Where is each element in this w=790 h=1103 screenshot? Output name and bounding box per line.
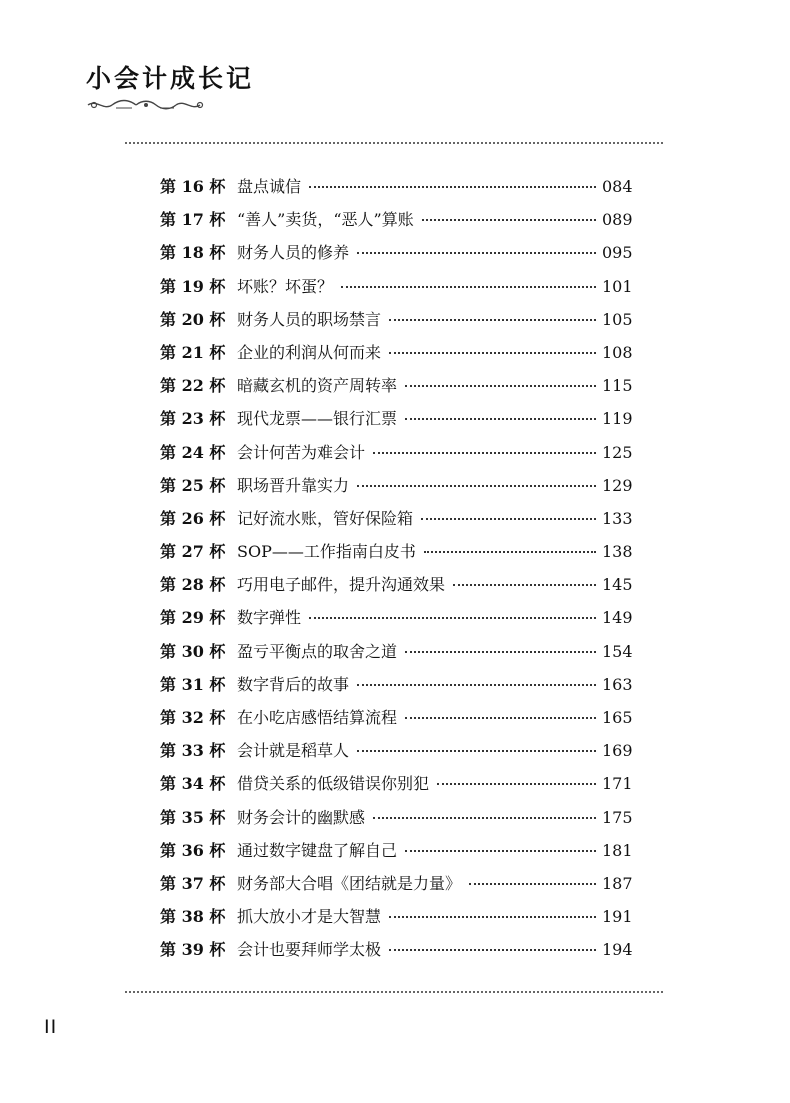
toc-entry — [160, 801, 633, 834]
dot-leader — [389, 319, 596, 321]
page-reference: 169 — [602, 741, 633, 761]
chapter-number: 第 26 杯 — [160, 508, 226, 528]
toc-entry — [160, 867, 633, 900]
toc-entry — [160, 369, 633, 402]
page-reference: 133 — [602, 508, 633, 528]
page-reference: 194 — [602, 940, 633, 960]
dot-leader — [422, 219, 596, 221]
page-reference: 154 — [602, 641, 633, 661]
page-reference: 084 — [602, 177, 633, 196]
chapter-title: 企业的利润从何而来 — [237, 342, 382, 362]
chapter-number: 第 32 杯 — [160, 708, 226, 727]
toc-entry — [160, 900, 633, 933]
chapter-title: 财务部大合唱《团结就是力量》 — [237, 873, 462, 893]
toc-entry — [160, 502, 633, 535]
page-reference: 125 — [602, 442, 633, 462]
chapter-number: 第 21 杯 — [160, 342, 226, 362]
chapter-number: 第 17 杯 — [160, 210, 226, 230]
chapter-title: 巧用电子邮件，提升沟通效果 — [237, 575, 446, 595]
toc-entry — [160, 402, 633, 435]
page-reference: 187 — [602, 873, 633, 893]
chapter-title: SOP——工作指南白皮书 — [237, 542, 416, 562]
dot-leader — [357, 485, 596, 487]
chapter-number: 第 35 杯 — [160, 807, 226, 827]
chapter-title: 通过数字键盘了解自己 — [237, 840, 398, 860]
dot-leader — [405, 850, 596, 852]
dot-leader — [389, 949, 596, 951]
chapter-title: 数字背后的故事 — [237, 674, 350, 694]
toc-entry — [160, 236, 633, 269]
toc-entry — [160, 469, 633, 502]
book-title: 小会计成长记 — [86, 64, 255, 93]
dot-leader — [373, 817, 596, 819]
chapter-number: 第 27 杯 — [160, 542, 226, 562]
toc-entry — [160, 568, 633, 601]
chapter-title: 坏账？坏蛋？ — [237, 276, 334, 296]
page-reference: 129 — [602, 475, 633, 495]
chapter-title: 盘点诚信 — [237, 177, 302, 196]
dot-leader — [405, 651, 596, 653]
dot-leader — [373, 452, 596, 454]
chapter-number: 第 37 杯 — [160, 873, 226, 893]
chapter-number: 第 22 杯 — [160, 376, 226, 396]
page-reference: 191 — [602, 907, 633, 927]
dot-leader — [421, 518, 596, 520]
chapter-title: 会计也要拜师学太极 — [237, 940, 382, 960]
toc-entry — [160, 734, 633, 767]
chapter-number: 第 39 杯 — [160, 940, 226, 960]
scroll-flourish-icon — [86, 98, 208, 112]
chapter-number: 第 33 杯 — [160, 741, 226, 761]
chapter-number: 第 16 杯 — [160, 177, 226, 196]
chapter-number: 第 19 杯 — [160, 276, 226, 296]
dot-leader — [405, 418, 596, 420]
top-divider — [125, 142, 663, 144]
dot-leader — [309, 617, 596, 619]
page-reference: 108 — [602, 342, 633, 362]
chapter-title: 现代龙票——银行汇票 — [237, 409, 398, 429]
page-reference: 095 — [602, 243, 633, 263]
page-reference: 165 — [602, 708, 633, 727]
dot-leader — [389, 916, 596, 918]
toc-entry — [160, 336, 633, 369]
dot-leader — [357, 684, 596, 686]
toc-entry — [160, 933, 633, 966]
page-reference: 089 — [602, 210, 633, 230]
toc-entry — [160, 834, 633, 867]
chapter-title: 会计就是稻草人 — [237, 741, 350, 761]
page-reference: 115 — [602, 376, 633, 396]
toc-entry — [160, 203, 633, 236]
toc-entry — [160, 601, 633, 634]
chapter-number: 第 24 杯 — [160, 442, 226, 462]
chapter-number: 第 29 杯 — [160, 608, 226, 628]
chapter-number: 第 25 杯 — [160, 475, 226, 495]
dot-leader — [309, 186, 596, 188]
toc-entry — [160, 270, 633, 303]
running-header — [86, 64, 286, 94]
page-reference: 181 — [602, 840, 633, 860]
page-reference: 119 — [602, 409, 633, 429]
dot-leader — [357, 252, 596, 254]
chapter-title: 数字弹性 — [237, 608, 302, 628]
bottom-divider — [125, 991, 663, 993]
page-reference: 175 — [602, 807, 633, 827]
page-reference: 101 — [602, 276, 633, 296]
page-reference: 145 — [602, 575, 633, 595]
page-reference: 105 — [602, 309, 633, 329]
dot-leader — [453, 584, 596, 586]
chapter-title: 在小吃店感悟结算流程 — [237, 708, 398, 727]
chapter-title: 财务人员的修养 — [237, 243, 350, 263]
chapter-title: 财务人员的职场禁言 — [237, 309, 382, 329]
dot-leader — [469, 883, 596, 885]
toc-entry — [160, 635, 633, 668]
toc-entry — [160, 668, 633, 701]
page-reference: 163 — [602, 674, 633, 694]
chapter-title: 暗藏玄机的资产周转率 — [237, 376, 398, 396]
chapter-number: 第 31 杯 — [160, 674, 226, 694]
chapter-title: 借贷关系的低级错误你别犯 — [237, 774, 430, 794]
table-of-contents — [160, 170, 633, 967]
toc-entry — [160, 767, 633, 800]
chapter-number: 第 30 杯 — [160, 641, 226, 661]
toc-entry — [160, 436, 633, 469]
chapter-title: 盈亏平衡点的取舍之道 — [237, 641, 398, 661]
chapter-number: 第 34 杯 — [160, 774, 226, 794]
dot-leader — [437, 783, 596, 785]
chapter-number: 第 18 杯 — [160, 243, 226, 263]
chapter-title: “善人”卖货，“恶人”算账 — [237, 210, 414, 230]
dot-leader — [341, 286, 596, 288]
toc-entry — [160, 701, 633, 734]
chapter-title: 记好流水账，管好保险箱 — [237, 508, 414, 528]
page-reference: 138 — [602, 542, 633, 562]
page-reference: 171 — [602, 774, 633, 794]
chapter-number: 第 20 杯 — [160, 309, 226, 329]
page-number: II — [44, 1016, 58, 1038]
chapter-number: 第 23 杯 — [160, 409, 226, 429]
dot-leader — [389, 352, 596, 354]
page-reference: 149 — [602, 608, 633, 628]
chapter-title: 抓大放小才是大智慧 — [237, 907, 382, 927]
toc-entry — [160, 303, 633, 336]
chapter-title: 会计何苦为难会计 — [237, 442, 366, 462]
dot-leader — [357, 750, 596, 752]
dot-leader — [405, 717, 596, 719]
dot-leader — [424, 551, 596, 553]
chapter-number: 第 36 杯 — [160, 840, 226, 860]
chapter-title: 职场晋升靠实力 — [237, 475, 350, 495]
chapter-title: 财务会计的幽默感 — [237, 807, 366, 827]
chapter-number: 第 38 杯 — [160, 907, 226, 927]
toc-entry — [160, 535, 633, 568]
dot-leader — [405, 385, 596, 387]
chapter-number: 第 28 杯 — [160, 575, 226, 595]
toc-entry — [160, 170, 633, 203]
